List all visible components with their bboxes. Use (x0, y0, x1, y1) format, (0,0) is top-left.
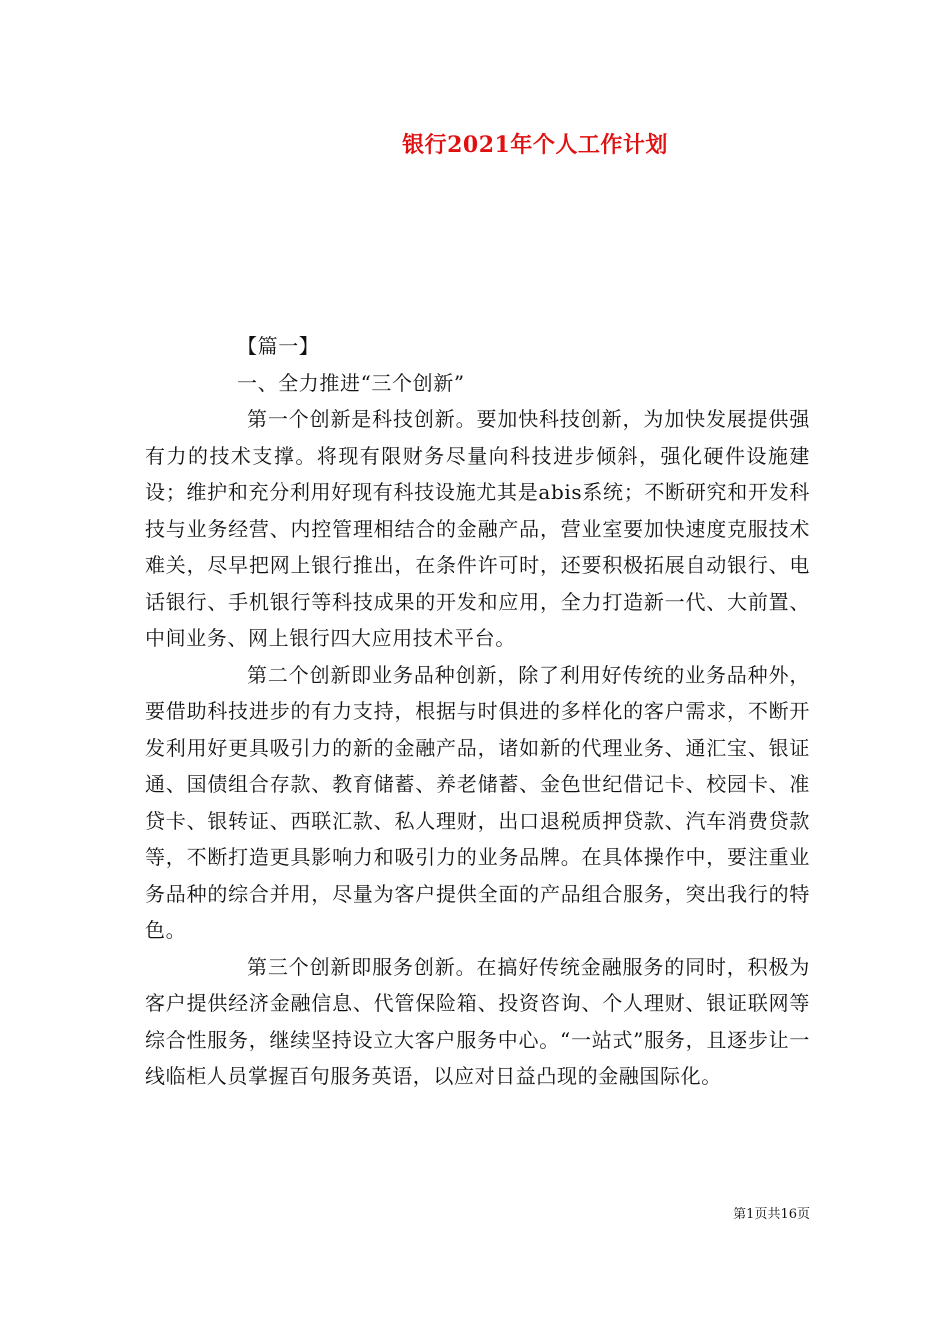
document-title: 银行2021年个人工作计划 (402, 132, 668, 158)
section-label: 【篇一】 (237, 334, 320, 358)
paragraph: 第二个创新即业务品种创新，除了利用好传统的业务品种外，要借助科技进步的有力支持，根据与时俱进的多样化的客户需求，不断开发利用好更具吸引力的新的金融产品，诸如新的代理业务、通汇宝、银证通、国债组合存款、教育储蓄、养老储蓄、金色世纪借记卡、校园卡、准贷卡、银转证、西联汇款、私人理财，出口退税质押贷款、汽车消费贷款等，不断打造更具影响力和吸引力的业务品牌。在具体操作中，要注重业务品种的综合并用，尽量为客户提供全面的产品组合服务，突出我行的特色。 (145, 662, 810, 942)
page-number: 第1页共16页 (733, 1207, 810, 1222)
document-body (145, 328, 810, 1095)
paragraph: 第三个创新即服务创新。在搞好传统金融服务的同时，积极为客户提供经济金融信息、代管保险箱、投资咨询、个人理财、银证联网等综合性服务，继续坚持设立大客户服务中心。“一站式”服务，且逐步让一线临柜人员掌握百句服务英语，以应对日益凸现的金融国际化。 (145, 954, 810, 1088)
paragraph: 第一个创新是科技创新。要加快科技创新，为加快发展提供强有力的技术支撑。将现有限财务尽量向科技进步倾斜，强化硬件设施建设；维护和充分利用好现有科技设施尤其是abis系统；不断研究和开发科技与业务经营、内控管理相结合的金融产品，营业室要加快速度克服技术难关，尽早把网上银行推出，在条件许可时，还要积极拓展自动银行、电话银行、手机银行等科技成果的开发和应用，全力打造新一代、大前置、中间业务、网上银行四大应用技术平台。 (145, 407, 810, 650)
section-heading: 一、全力推进“三个创新” (237, 370, 465, 395)
